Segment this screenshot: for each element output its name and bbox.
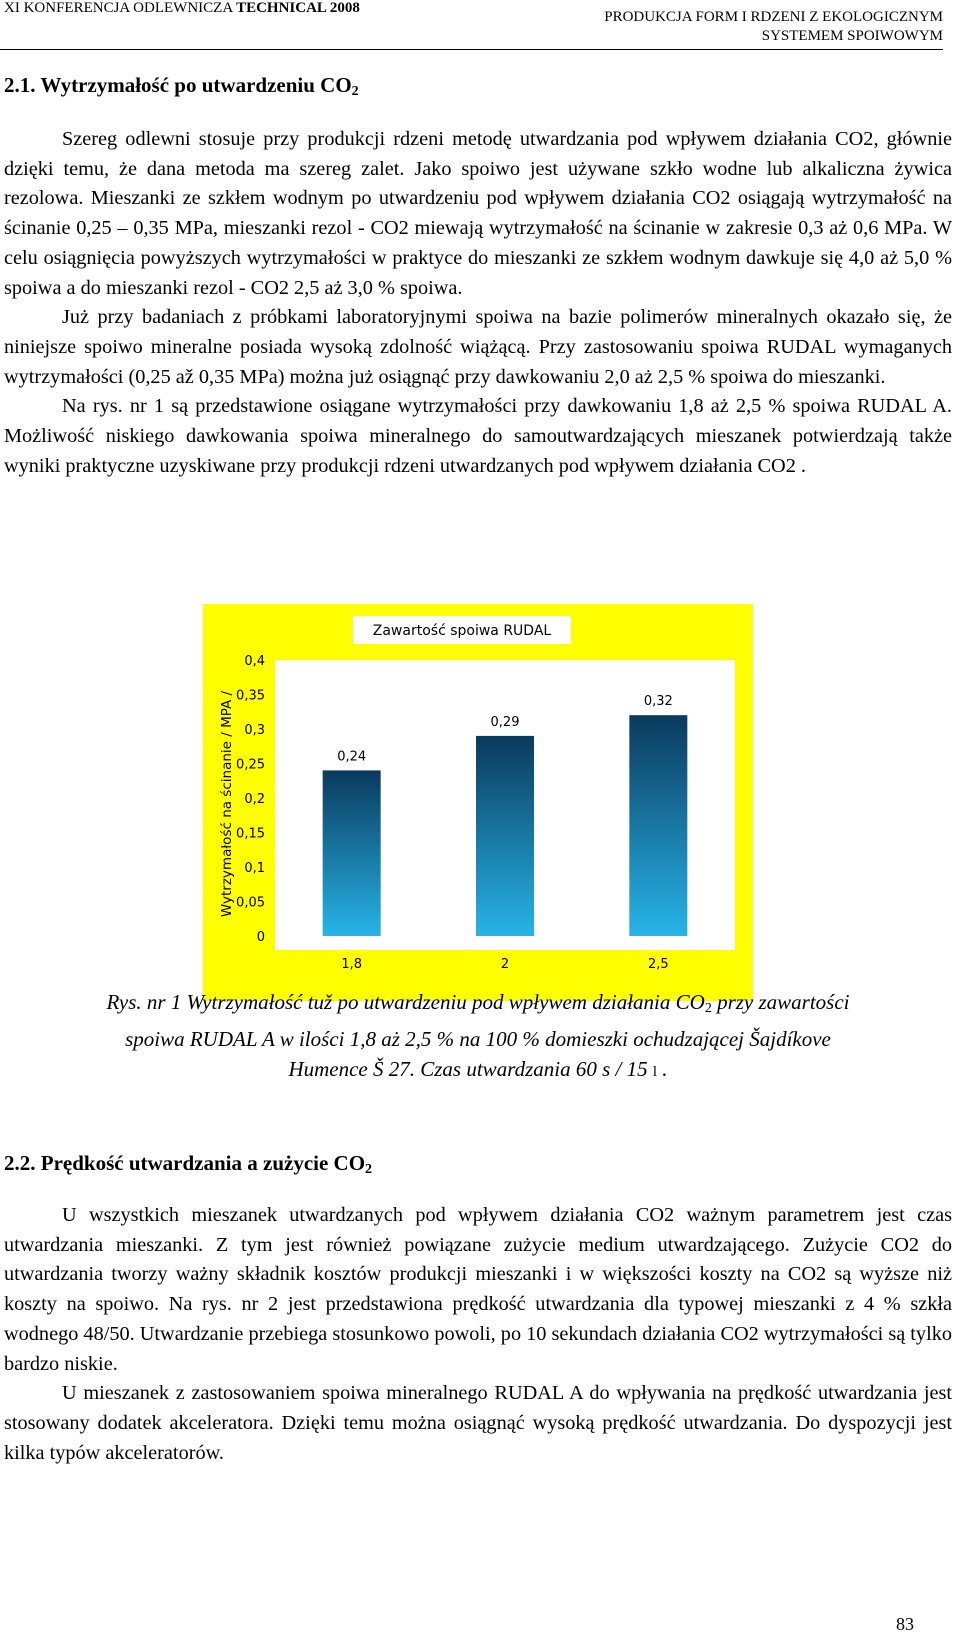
section-2-2-body [4,1201,952,1468]
header-rule [0,49,943,50]
heading-subscript: 2 [351,84,359,99]
y-tick-label: 0,35 [236,688,265,704]
caption-line1 [4,987,952,1024]
x-tick-label: 1,8 [341,957,363,972]
caption-unit: l [652,1064,658,1080]
caption-text: przy zawartości [711,990,850,1014]
header-title-line1: PRODUKCJA FORM I RDZENI Z EKOLOGICZNYM [604,9,943,25]
bar [476,736,534,936]
caption-line3 [4,1054,952,1087]
y-tick-label: 0,1 [244,861,265,876]
caption-text: Rys. nr 1 Wytrzymałość tuž po utwardzeniu pod wpływem działania CO [106,990,705,1014]
bar [323,770,381,936]
caption-subscript: 2 [704,1001,712,1016]
section-2-1-body [4,125,952,481]
caption-text: . [657,1057,668,1081]
y-axis-label: Wytrzymałość na ścinanie / MPA / [219,690,235,918]
y-tick-label: 0,4 [244,654,265,669]
conference-bold: TECHNICAL 2008 [236,0,360,16]
header-conference [4,0,360,17]
heading-text: 2.2. Prędkość utwardzania a zużycie CO [4,1151,366,1175]
y-tick-label: 0,3 [244,723,265,738]
conference-prefix: XI KONFERENCJA ODLEWNICZA [4,0,237,16]
paragraph: U mieszanek z zastosowaniem spoiwa mineralnego RUDAL A do wpływania na prędkość utwardzania jest stosowany dodatek akceleratora. Dzięki temu można osiągnąć wysoką prędkość utwardzania. Do dyspozycji jest kilka typów akceleratorów. [4,1382,952,1464]
x-tick-label: 2,5 [647,957,669,972]
heading-subscript: 2 [365,1162,373,1177]
bar-value-label: 0,32 [643,694,673,710]
figure-1-caption [4,987,952,1087]
paragraph: Już przy badaniach z próbkami laboratoryjnymi spoiwa na bazie polimerów mineralnych okazało się, że niniejsze spoiwo mineralne posiada wysoką zdolność wiążącą. Przy zastosowaniu spoiwa RUDAL wymaganych wytrzymałości (0,25 až 0,35 MPa) można już osiągnąć przy dawkowaniu 2,0 aż 2,5 % spoiwa do mieszanki. [4,306,952,388]
y-tick-label: 0,2 [244,792,265,807]
bar [629,715,687,936]
figure-1-chart [203,604,753,1001]
y-tick-label: 0,25 [236,757,265,773]
section-heading-2-2 [4,1151,372,1178]
page-number: 83 [896,1614,914,1634]
header-title [463,8,943,46]
paragraph: Na rys. nr 1 są przedstawione osiągane wytrzymałości przy dawkowaniu 1,8 aż 2,5 % spoiwa RUDAL A. Możliwość niskiego dawkowania spoiwa mineralnego do samoutwardzających mieszanek potwierdzają także wyniki praktyczne uzyskiwane przy produkcji rdzeni utwardzanych pod wpływem działania CO2 . [4,395,952,477]
x-tick-label: 2 [500,957,510,972]
y-tick-label: 0,15 [236,826,265,842]
y-tick-label: 0,05 [236,895,265,911]
bar-chart [203,604,753,1001]
section-heading-2-1 [4,73,359,100]
bar-value-label: 0,29 [490,714,520,730]
y-tick-label: 0 [256,930,265,945]
heading-text: 2.1. Wytrzymałość po utwardzeniu CO [4,73,352,97]
caption-line2: spoiwa RUDAL A w ilości 1,8 aż 2,5 % na 100 % domieszki ochudzającej Šajdíkove [125,1027,831,1051]
bar-value-label: 0,24 [337,749,367,765]
chart-title: Zawartość spoiwa RUDAL [372,623,552,639]
paragraph: U wszystkich mieszanek utwardzanych pod wpływem działania CO2 ważnym parametrem jest czas utwardzania mieszanki. Z tym jest również powiązane zużycie medium utwardzającego. Zużycie CO2 do utwardzania tworzy ważny składnik kosztów produkcji mieszanki i w większości koszty na CO2 są wyższe niż koszty na spoiwo. Na rys. nr 2 jest przedstawiona prędkość utwardzania dla typowej mieszanki z 4 % szkła wodnego 48/50. Utwardzanie przebiega stosunkowo powoli, po 10 sekundach działania CO2 wytrzymałości są tylko bardzo niskie. [4,1204,952,1375]
caption-text: Humence Š 27. Czas utwardzania 60 s / 15 [288,1057,653,1081]
paragraph: Szereg odlewni stosuje przy produkcji rdzeni metodę utwardzania pod wpływem działania CO2, głównie dzięki temu, że dana metoda ma szereg zalet. Jako spoiwo jest używane szkło wodne lub alkaliczna żywica rezolowa. Mieszanki ze szkłem wodnym po utwardzeniu pod wpływem działania CO2 osiągają wytrzymałość na ścinanie 0,25 – 0,35 MPa, mieszanki rezol - CO2 miewają wytrzymałość na ścinanie w zakresie 0,3 aż 0,6 MPa. W celu osiągnięcia powyższych wytrzymałości w praktyce do mieszanki ze szkłem wodnym dawkuje się 4,0 aż 5,0 % spoiwa a do mieszanki rezol - CO2 2,5 aż 3,0 % spoiwa. [4,128,952,299]
header-title-line2: SYSTEMEM SPOIWOWYM [761,28,943,44]
